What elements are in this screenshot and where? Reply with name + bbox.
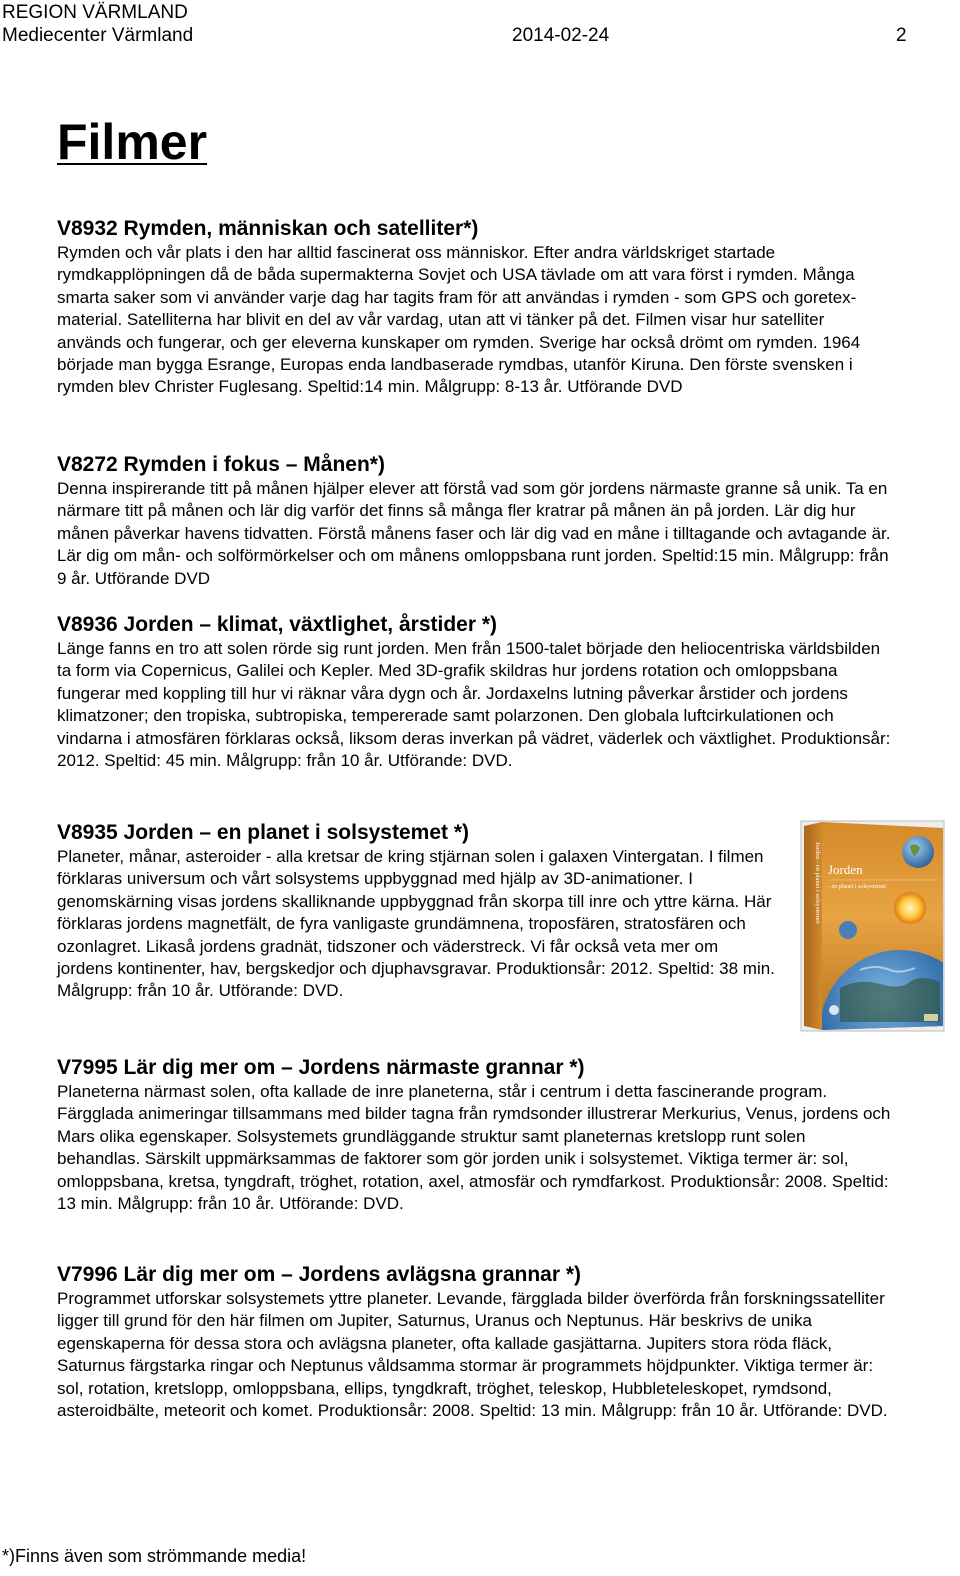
dvd-cover-image — [800, 820, 945, 1032]
film-heading: V8932 Rymden, människan och satelliter*) — [57, 217, 479, 240]
film-entry-v8936 — [57, 612, 893, 772]
film-heading: V7995 Lär dig mer om – Jordens närmaste grannar *) — [57, 1056, 585, 1079]
film-description: Länge fanns en tro att solen rörde sig runt jorden. Men från 1500-talet började den heliocentriska världsbilden ta form via Copernicus, Galilei och Kepler. Med 3D-grafik skildras hur jordens rotation och omloppsbana fungerar med koppling till hur vi räknar våra dygn och år. Jordaxelns lutning påverkar årstider och jordens klimatzoner; den tropiska, subtropiska, tempererade samt polarzonen. Den globala luftcirkulationen och vindarna i atmosfären förklaras också, liksom deras inverkan på vädret, väderlek och växtlighet. Produktionsår: 2012. Speltid: 45 min. Målgrupp: från 10 år. Utförande: DVD. — [57, 639, 891, 771]
film-entry-v8935 — [57, 820, 777, 1003]
film-heading: V8936 Jorden – klimat, växtlighet, årstider *) — [57, 613, 498, 636]
film-description: Denna inspirerande titt på månen hjälper elever att förstå vad som gör jordens närmaste granne så unik. Ta en närmare titt på månen och lär dig varför det finns så många fler kratrar på månen än på jorden. Lär dig hur månen påverkar havens tidvatten. Förstå månens faser och lär dig vad en måne i tilltagande och avtagande är. Lär dig om mån- och solförmörkelser och om månens omloppsbana runt jorden. Speltid:15 min. Målgrupp: från 9 år. Utförande DVD — [57, 479, 891, 588]
film-heading: V8272 Rymden i fokus – Månen*) — [57, 453, 385, 476]
dvd-cover-subtitle: - en planet i solsystemet — [828, 884, 886, 890]
film-entry-v8272 — [57, 452, 893, 590]
dvd-spine-text: Jorden - en planet i solsystemet — [814, 842, 821, 924]
film-entry-v8932 — [57, 216, 893, 399]
film-heading: V7996 Lär dig mer om – Jordens avlägsna grannar *) — [57, 1263, 582, 1286]
film-description: Rymden och vår plats i den har alltid fascinerat oss människor. Efter andra världskriget startade rymdkapplöpningen då de båda supermakterna Sovjet och USA tävlade om att vara först i rymden. Många smarta saker som vi använder varje dag har tagits fram för att användas i rymden - som GPS och goretex-material. Satelliterna har blivit en del av vår vardag, utan att vi tänker på det. Filmen visar hur satelliter används och fungerar, och ger eleverna kunskaper om rymden. Sverige har också drömt om rymden. 1964 började man bygga Esrange, Europas enda landbaserade rymdbas, utanför Kiruna. Den förste svensken i rymden blev Christer Fuglesang. Speltid:14 min. Målgrupp: 8-13 år. Utförande DVD — [57, 243, 861, 397]
film-description: Programmet utforskar solsystemets yttre planeter. Levande, färgglada bilder överförda från forskningssatelliter ligger till grund för den här filmen om Jupiter, Saturnus, Uranus och Neptunus. Här beskrivs de unika egenskaperna för dessa stora och avlägsna planeter, ofta kallade gasjättarna. Jupiters stora röda fläck, Saturnus färgstarka ringar och Neptunus våldsamma stormar är programmets höjdpunkter. Viktiga termer är: sol, rotation, kretslopp, omloppsbana, ellips, tyngdkraft, tröghet, teleskop, Hubbleteleskopet, rymdsond, asteroidbälte, meteorit och komet. Produktionsår: 2008. Speltid: 13 min. Målgrupp: från 10 år. Utförande: DVD. — [57, 1289, 888, 1421]
film-description: Planeter, månar, asteroider - alla kretsar de kring stjärnan solen i galaxen Vintergatan. I filmen förklaras universum och vårt solsystems uppbyggnad med hjälp av 3D-animationer. I genomskärning visas jordens skalliknande uppbyggnad från skorpa till inre och yttre kärna. Här förklaras jordens magnetfält, de fyra vanligaste grundämnena, troposfären, stratosfären och ozonlagret. Likaså jordens gradnät, tidszoner och väderstreck. Vi får också veta mer om jordens kontinenter, hav, bergskedjor och djuphavsgravar. Produktionsår: 2012. Speltid: 38 min. Målgrupp: från 10 år. Utförande: DVD. — [57, 847, 775, 1001]
footer-note: *)Finns även som strömmande media! — [2, 1546, 307, 1566]
dvd-cover-title: Jorden — [828, 862, 863, 877]
header-page-number: 2 — [896, 25, 907, 46]
film-entry-v7995 — [57, 1055, 893, 1215]
sun-illustration — [894, 892, 926, 924]
film-heading: V8935 Jorden – en planet i solsystemet *) — [57, 821, 470, 844]
film-entry-v7996 — [57, 1262, 893, 1422]
header-department: Mediecenter Värmland — [2, 25, 194, 46]
page-title: Filmer — [57, 114, 208, 170]
film-description: Planeterna närmast solen, ofta kallade de inre planeterna, står i centrum i detta fascinerande program. Färgglada animeringar tillsammans med bilder tagna från rymdsonder illustrerar Merkurius, Venus, jordens och Mars olika egenskaper. Solsystemets grundläggande struktur samt planeternas kretslopp runt solen behandlas. Särskilt uppmärksammas de faktorer som gör jorden unik i solsystemet. Viktiga termer är: sol, omloppsbana, kretsa, tyngdraft, tröghet, rotation, axel, atmosfär och rymdfarkost. Produktionsår: 2008. Speltid: 13 min. Målgrupp: från 10 år. Utförande: DVD. — [57, 1082, 891, 1214]
header-date: 2014-02-24 — [512, 25, 610, 46]
header-organization: REGION VÄRMLAND — [2, 2, 188, 23]
